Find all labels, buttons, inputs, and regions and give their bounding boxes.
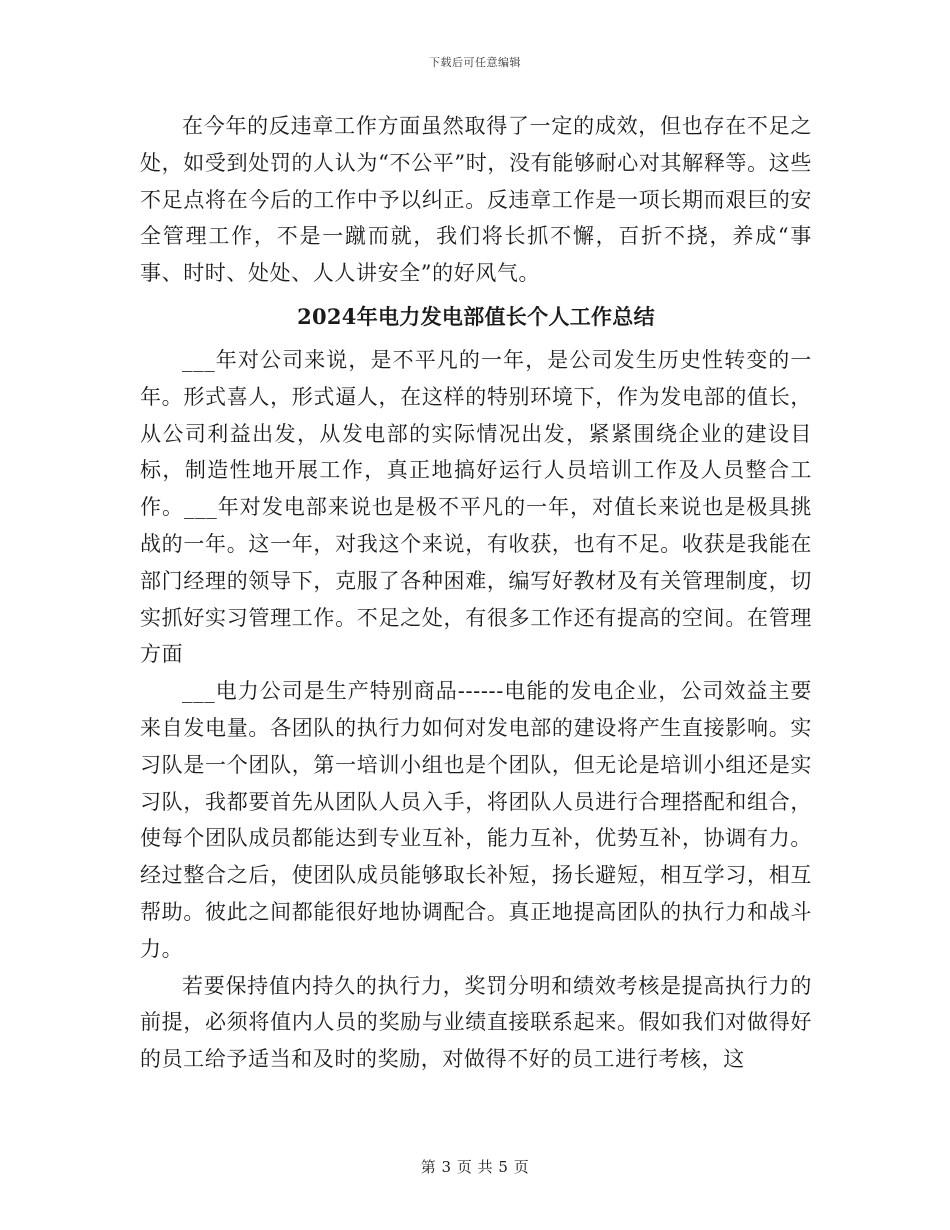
document-body xyxy=(140,108,812,1078)
intro-paragraph: 在今年的反违章工作方面虽然取得了一定的成效，但也存在不足之处，如受到处罚的人认为“不公平”时，没有能够耐心对其解释等。这些不足点将在今后的工作中予以纠正。反违章工作是一项长期而艰巨的安全管理工作，不是一蹴而就，我们将长抓不懈，百折不挠，养成“事事、时时、处处、人人讲安全”的好风气。 xyxy=(140,114,812,286)
document-title: 2024年电力发电部值长个人工作总结 xyxy=(297,303,655,329)
body-paragraph-1: ___年对公司来说，是不平凡的一年，是公司发生历史性转变的一年。形式喜人，形式逼人，在这样的特别环境下，作为发电部的值长，从公司利益出发，从发电部的实际情况出发，紧紧围绕企业的建设目标，制造性地开展工作，真正地搞好运行人员培训工作及人员整合工作。___年对发电部来说也是极不平凡的一年，对值长来说也是极具挑战的一年。这一年，对我这个来说，有收获，也有不足。收获是我能在部门经理的领导下，克服了各种困难，编写好教材及有关管理制度，切实抓好实习管理工作。不足之处，有很多工作还有提高的空间。在管理方面 xyxy=(140,347,812,667)
page-header-note: 下载后可任意编辑 xyxy=(429,56,521,69)
body-paragraph-2: ___电力公司是生产特别商品------电能的发电企业，公司效益主要来自发电量。各团队的执行力如何对发电部的建设将产生直接影响。实习队是一个团队，第一培训小组也是个团队，但无论是培训小组还是实习队，我都要首先从团队人员入手，将团队人员进行合理搭配和组合，使每个团队成员都能达到专业互补，能力互补，优势互补，协调有力。经过整合之后，使团队成员能够取长补短，扬长避短，相互学习，相互帮助。彼此之间都能很好地协调配合。真正地提高团队的执行力和战斗力。 xyxy=(140,679,812,961)
body-paragraph-3: 若要保持值内持久的执行力，奖罚分明和绩效考核是提高执行力的前提，必须将值内人员的奖励与业绩直接联系起来。假如我们对做得好的员工给予适当和及时的奖励，对做得不好的员工进行考核，这 xyxy=(140,973,812,1072)
page-number-footer: 第 3 页 共 5 页 xyxy=(420,1158,530,1176)
